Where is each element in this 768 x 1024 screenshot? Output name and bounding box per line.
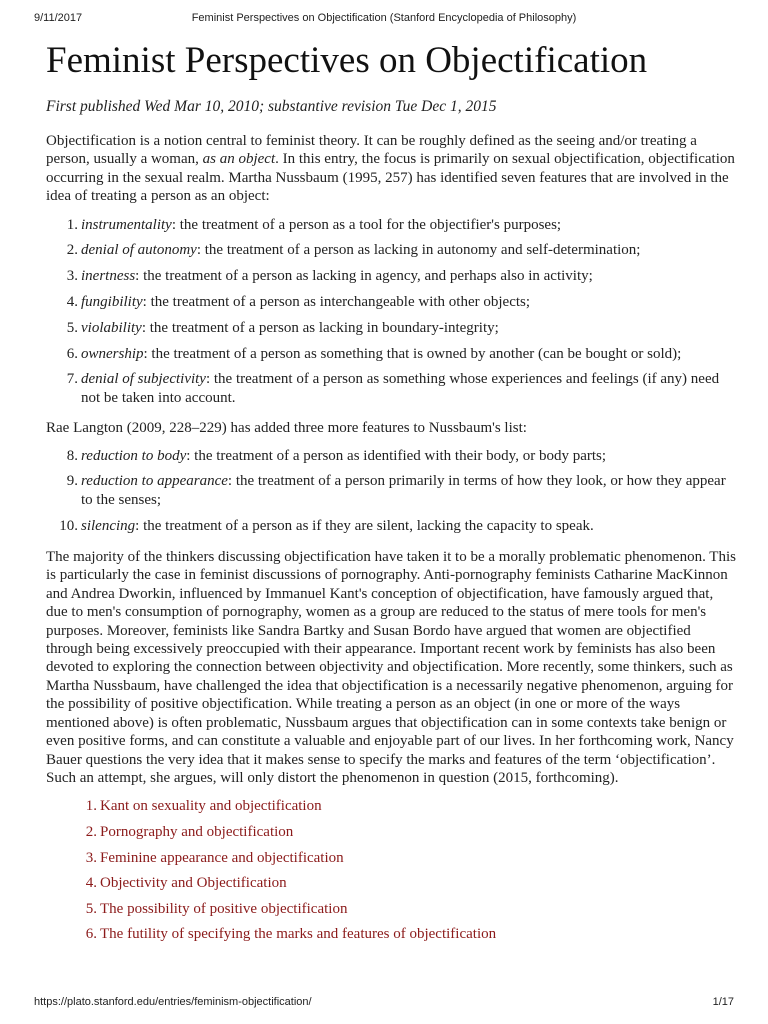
toc-link-futility[interactable]: The futility of specifying the marks and features of objectification xyxy=(100,926,497,943)
langton-features-list xyxy=(46,447,736,535)
list-item: 9. reduction to appearance: the treatment of a person primarily in terms of how they look, or how they appear to the senses; xyxy=(66,473,726,508)
print-date: 9/11/2017 xyxy=(34,12,83,24)
page-title: Feminist Perspectives on Objectification xyxy=(46,40,648,81)
toc-item-5: 5. The possibility of positive objectification xyxy=(85,900,348,917)
page-count: 1/17 xyxy=(712,996,734,1008)
publication-info: First published Wed Mar 10, 2010; substantive revision Tue Dec 1, 2015 xyxy=(46,98,497,115)
toc-item-2: 2. Pornography and objectification xyxy=(85,823,294,840)
list-item: 4. fungibility: the treatment of a person as interchangeable with other objects; xyxy=(66,294,531,311)
toc-link-pornography[interactable]: Pornography and objectification xyxy=(100,823,294,840)
list-item: 7. denial of subjectivity: the treatment of a person as something whose experiences and feelings (if any) need not be taken into account. xyxy=(66,371,720,406)
intro-emphasis: as an object xyxy=(202,151,276,168)
toc-link-feminine-appearance[interactable]: Feminine appearance and objectification xyxy=(100,849,344,866)
toc-item-6: 6. The futility of specifying the marks and features of objectification xyxy=(85,926,497,943)
print-footer xyxy=(34,996,734,1012)
list-item: 10. silencing: the treatment of a person as if they are silent, lacking the capacity to speak. xyxy=(59,517,594,534)
list-item: 1. instrumentality: the treatment of a person as a tool for the objectifier's purposes; xyxy=(66,216,562,233)
article xyxy=(46,38,736,951)
list-item: 6. ownership: the treatment of a person as something that is owned by another (can be bought or sold); xyxy=(66,345,682,362)
overview-paragraph: The majority of the thinkers discussing objectification have taken it to be a morally problematic phenomenon. This is particularly the case in feminist discussions of pornography. Anti-pornography feminists Catharine MacKinnon and Andrea Dworkin, influenced by Immanuel Kant's conception of objectification, have famously argued that, due to men's consumption of pornography, women as a group are reduced to the status of mere tools for men's purposes. Moreover, feminists like Sandra Bartky and Susan Bordo have argued that women are objectified through being excessively preoccupied with their appearance. Important recent work by feminists has also been devoted to exploring the connection between objectivity and objectification. More recently, some thinkers, such as Martha Nussbaum, have challenged the idea that objectification is a necessarily negative phenomenon, arguing for the possibility of positive objectification. While treating a person as an object (in one or more of the ways mentioned above) is often problematic, Nussbaum argues that objectification can in some contexts take benign or even positive forms, and can constitute a valuable and enjoyable part of our lives. In her forthcoming work, Nancy Bauer questions the very idea that it makes sense to specify the marks and features of the term ‘objectification’. Such an attempt, she argues, will only distort the phenomenon in question (2015, forthcoming). xyxy=(46,549,736,786)
toc-link-kant[interactable]: Kant on sexuality and objectification xyxy=(100,798,322,815)
toc-item-3: 3. Feminine appearance and objectification xyxy=(85,849,344,866)
intro-paragraph: Objectification is a notion central to feminist theory. It can be roughly defined as the seeing and/or treating a person, usually a woman, as an object. In this entry, the focus is primarily on sexual objectification, objectification occurring in the sexual realm. Martha Nussbaum (1995, 257) has identified seven features that are involved in the idea of treating a person as an object: xyxy=(46,133,735,205)
langton-paragraph: Rae Langton (2009, 228–229) has added three more features to Nussbaum's list: xyxy=(46,420,527,437)
toc-item-1: 1. Kant on sexuality and objectification xyxy=(85,798,322,815)
toc-item-4: 4. Objectivity and Objectification xyxy=(85,875,287,892)
table-of-contents xyxy=(46,797,736,943)
print-url: https://plato.stanford.edu/entries/feminism-objectification/ xyxy=(34,996,312,1008)
print-header xyxy=(34,12,734,28)
list-item: 2. denial of autonomy: the treatment of a person as lacking in autonomy and self-determination; xyxy=(66,242,641,259)
list-item: 5. violability: the treatment of a person as lacking in boundary-integrity; xyxy=(66,319,499,336)
list-item: 8. reduction to body: the treatment of a person as identified with their body, or body parts; xyxy=(66,447,607,464)
toc-link-positive-objectification[interactable]: The possibility of positive objectification xyxy=(100,900,348,917)
nussbaum-features-list xyxy=(46,216,736,408)
toc-link-objectivity[interactable]: Objectivity and Objectification xyxy=(100,875,287,892)
print-page-title: Feminist Perspectives on Objectification (Stanford Encyclopedia of Philosophy) xyxy=(191,12,577,24)
list-item: 3. inertness: the treatment of a person as lacking in agency, and perhaps also in activity; xyxy=(66,268,593,285)
